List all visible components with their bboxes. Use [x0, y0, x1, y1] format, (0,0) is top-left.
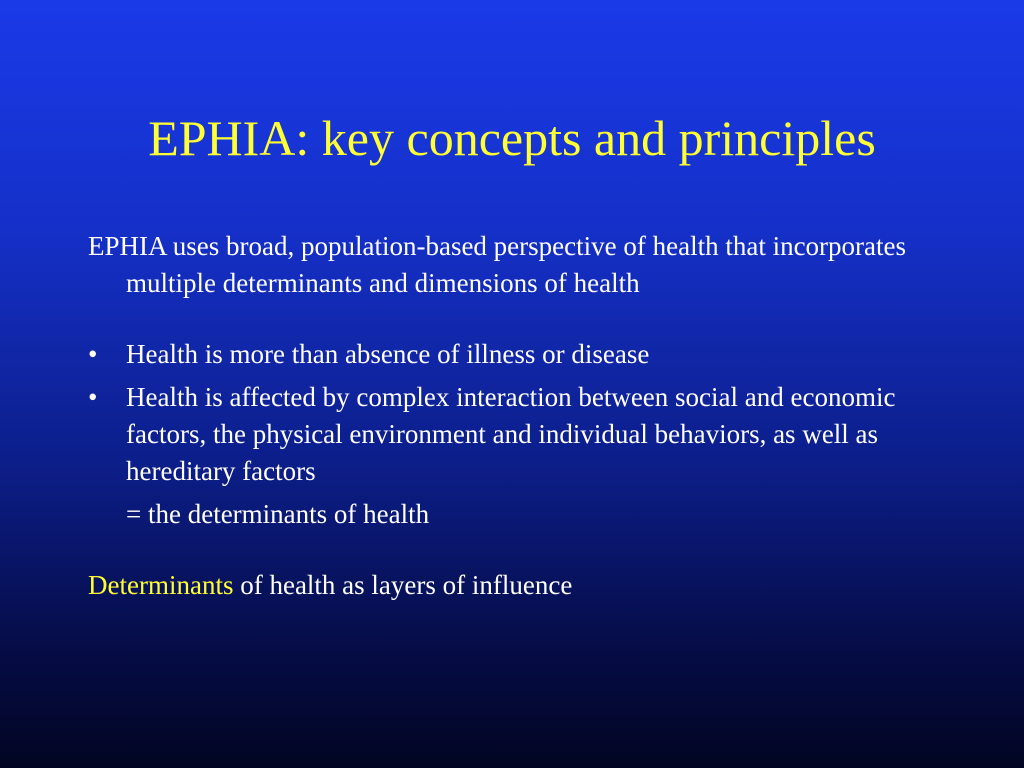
spacer	[88, 533, 948, 567]
bullet-item	[88, 336, 948, 373]
bullet-item	[88, 379, 948, 490]
closing-highlight: Determinants	[88, 570, 234, 600]
sub-line: = the determinants of health	[126, 499, 430, 529]
slide-body	[88, 228, 948, 604]
closing-line	[88, 567, 948, 604]
bullet-icon: •	[88, 339, 98, 369]
slide-title: EPHIA: key concepts and principles	[148, 110, 876, 166]
bullet-icon: •	[88, 382, 98, 412]
closing-rest: of health as layers of influence	[233, 570, 573, 600]
intro-paragraph: EPHIA uses broad, population-based perspective of health that incorporates multiple determinants and dimensions of health	[88, 231, 907, 298]
spacer	[88, 302, 948, 336]
bullet-text: Health is affected by complex interaction between social and economic factors, the physical environment and individual behaviors, as well as hereditary factors	[126, 382, 896, 486]
bullet-text: Health is more than absence of illness or disease	[126, 339, 650, 369]
